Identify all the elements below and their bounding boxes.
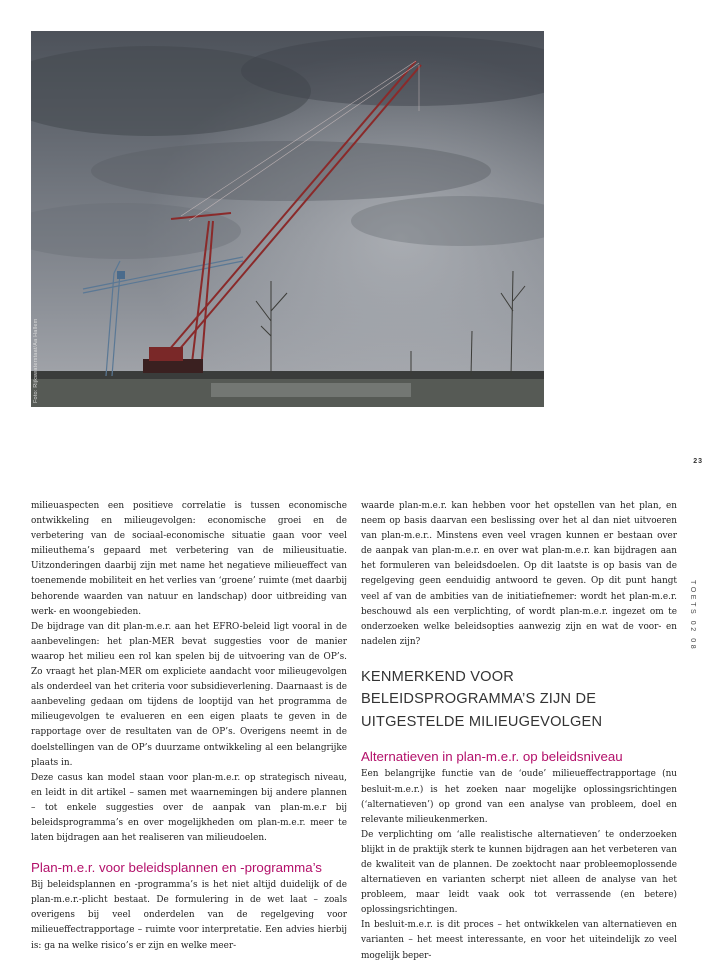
right-paragraph-3: De verplichting om ‘alle realistische alternatieven’ te onderzoeken blijkt in de praktijk sterk te kunnen bijdragen aan het verbeteren van de kwaliteit van de plannen. De zoektocht naar probleemoplossende alternatieven en varianten scherpt niet alleen de analyse van het probleem, maar leidt vaak ook tot verrassende (en betere) oplossingsrichtingen.	[361, 829, 677, 916]
page-number: 23	[693, 458, 703, 465]
left-section-heading: Plan-m.e.r. voor beleidsplannen en -programma’s	[31, 860, 322, 876]
left-paragraph-2: De bijdrage van dit plan-m.e.r. aan het EFRO-beleid ligt vooral in de aanbevelingen: het plan-MER bevat suggesties voor de manier waarop het milieu een rol kan spelen bij de uitvoering van de OP’s. Zo vraagt het plan-MER om expliciete aandacht voor milieugevolgen als onderdeel van het criteria voor subsidieverlening. Daarnaast is de aanbeveling gedaan om tijdens de looptijd van het programma de milieugevolgen te evalueren en een eigen plaats te geven in de rapportage over de resultaten van de OP’s. Overigens neemt in de doelstellingen van de OP’s duurzame ontwikkeling al een belangrijke plaats in.	[31, 621, 347, 768]
right-paragraph-2: Een belangrijke functie van de ‘oude’ milieueffectrapportage (nu besluit-m.e.r.) is het zoeken naar mogelijke oplossingsrichtingen (‘alternatieven’) op grond van een analyse van probleem, doel en relevante milieukenmerken.	[361, 769, 677, 825]
crane-photo-image	[31, 31, 544, 407]
left-column	[31, 499, 347, 954]
pull-quote-line-3: UITGESTELDE MILIEUGEVOLGEN	[361, 713, 603, 730]
pull-quote	[361, 666, 677, 734]
right-column	[361, 499, 677, 964]
left-paragraph-1: milieuaspecten een positieve correlatie is tussen economische ontwikkeling en milieugevolgen: economische groei en de verbetering van de sociaal-economische situatie gaan voor veel milieuthema’s gepaard met verbetering van de milieusituatie. Uitzonderingen daarbij zijn met name het negatieve milieueffect van toenemende mobiliteit en het verlies van ‘groene’ ruimte (met daarbij behorende waarden van natuur en landschap) door uitbreiding van werk- en woongebieden.	[31, 501, 347, 617]
left-paragraph-4: Bij beleidsplannen en -programma’s is het niet altijd duidelijk of de plan-m.e.r.-plicht bestaat. De formulering in de wet laat – zoals overigens bij veel onderdelen van de regelgeving voor milieueffectrapportage – ruimte voor interpretatie. Een advies hierbij is: ga na welke risico’s er zijn en welke meer-	[31, 880, 347, 951]
photo-credit: Foto: Rijkswaterstaat/Aa Hallem	[33, 318, 39, 403]
crane-photo	[31, 31, 544, 407]
left-paragraph-3: Deze casus kan model staan voor plan-m.e.r. op strategisch niveau, en leidt in dit artikel – samen met waarnemingen bij andere plannen – tot enkele suggesties over de aanpak van plan-m.e.r bij beleidsprogramma’s en over mogelijkheden om plan-m.e.r. meer te laten bijdragen aan het realiseren van milieudoelen.	[31, 772, 347, 844]
publication-label: TOETS 02 08	[689, 580, 696, 652]
right-section-heading: Alternatieven in plan-m.e.r. op beleidsniveau	[361, 749, 623, 765]
right-paragraph-1: waarde plan-m.e.r. kan hebben voor het opstellen van het plan, en neem op basis daarvan een beslissing over het al dan niet uitvoeren van plan-m.e.r.. Minstens even veel vragen kunnen er bestaan over de aanpak van plan-m.e.r. en over wat plan-m.e.r. kan bijdragen aan het formuleren van beleidsdoelen. Op dit laatste is op basis van de regelgeving geen eenduidig antwoord te geven. Op dit punt hangt veel af van de ambities van de initiatiefnemer: wordt het plan-m.e.r. beschouwd als een verplichting, of wordt plan-m.e.r. ingezet om te onderzoeken welke beleidsopties aanwezig zijn en wat de voor- en nadelen zijn?	[361, 501, 677, 647]
right-paragraph-4: In besluit-m.e.r. is dit proces – het ontwikkelen van alternatieven en varianten – het meest interessante, en voor het uiteindelijk zo veel mogelijk beper-	[361, 920, 677, 961]
pull-quote-line-1: KENMERKEND VOOR	[361, 668, 515, 685]
pull-quote-line-2: BELEIDSPROGRAMMA’S ZIJN DE	[361, 691, 597, 708]
